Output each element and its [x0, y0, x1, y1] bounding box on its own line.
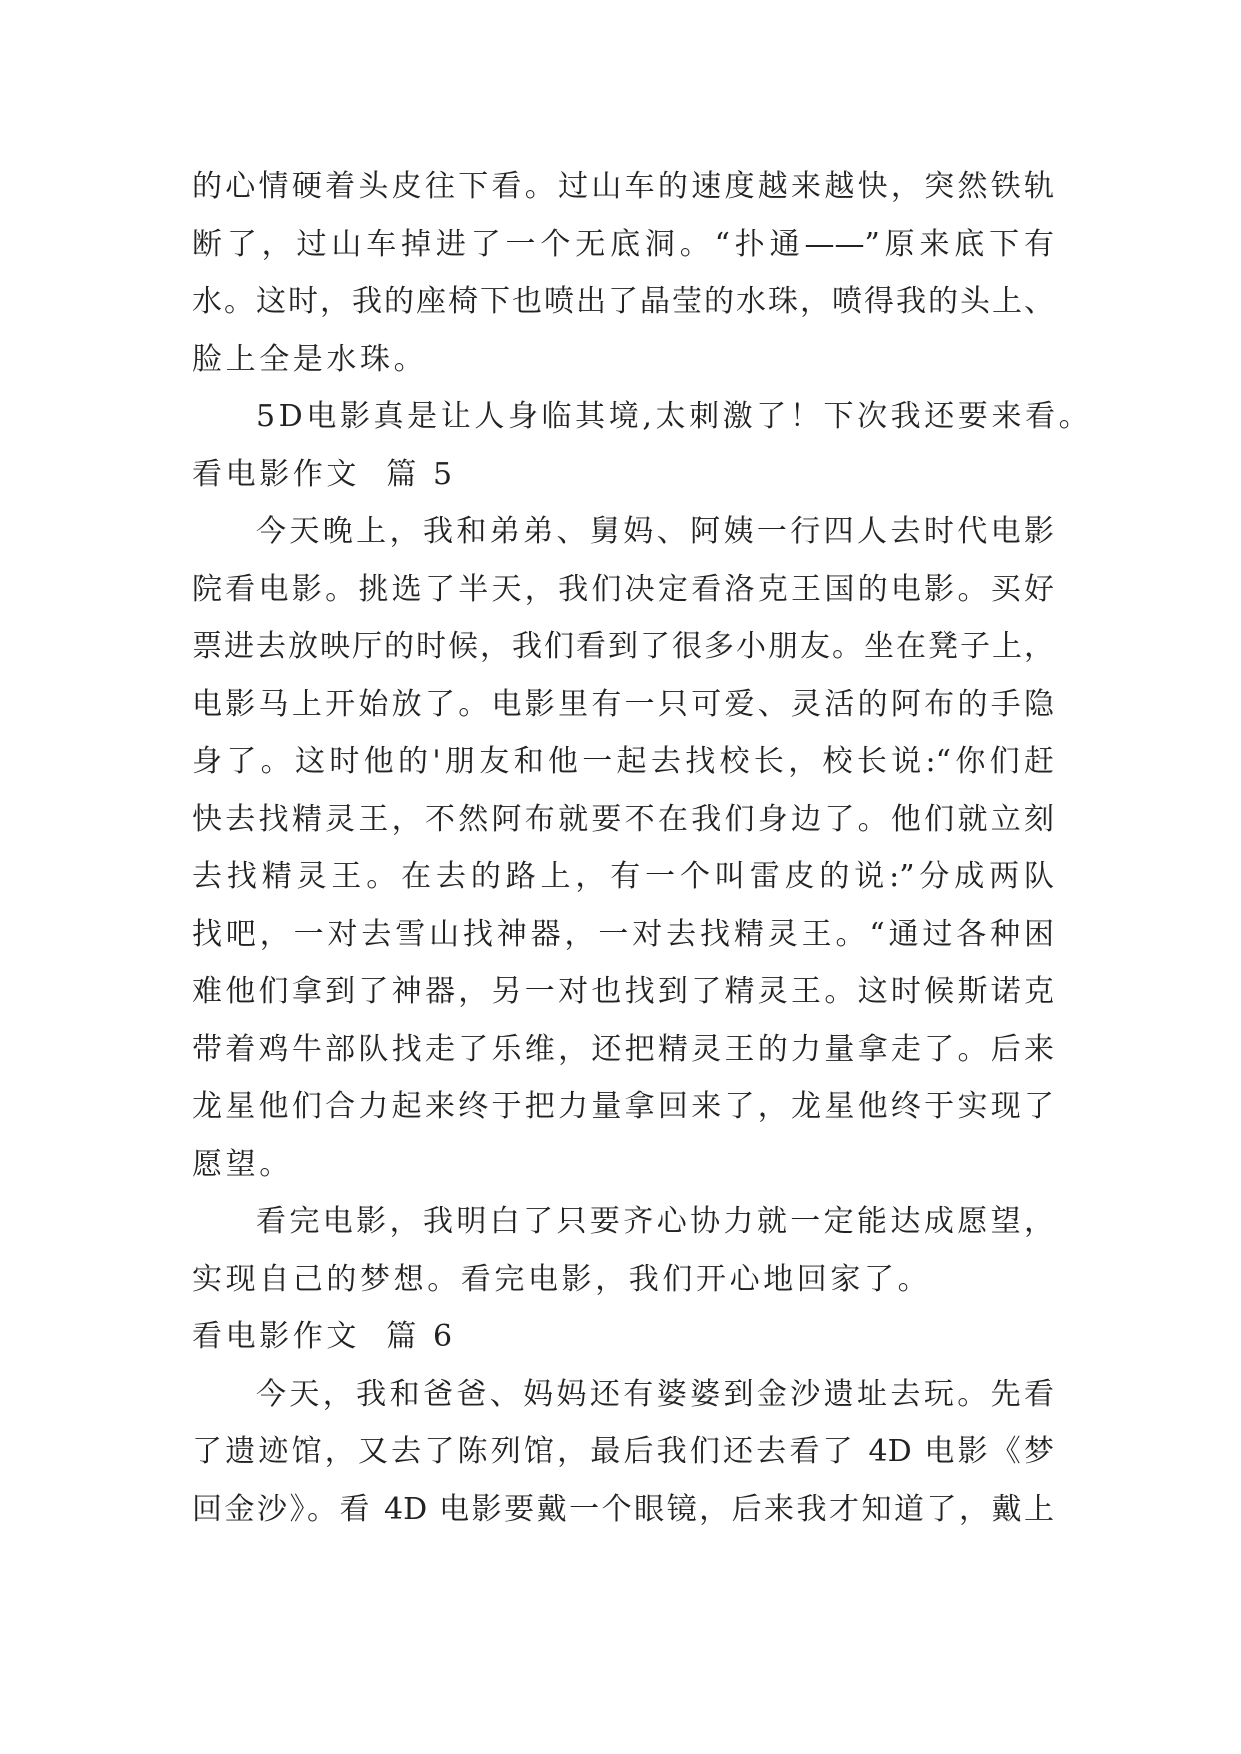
paragraph-line: 今天，我和爸爸、妈妈还有婆婆到金沙遗址去玩。先看	[256, 1376, 1054, 1412]
paragraph-line: 脸上全是水珠。	[192, 341, 428, 377]
paragraph-line: 水。这时，我的座椅下也喷出了晶莹的水珠，喷得我的头上、	[192, 284, 1054, 319]
paragraph-line: 难他们拿到了神器，另一对也找到了精灵王。这时候斯诺克	[192, 974, 1054, 1009]
paragraph-line: 的心情硬着头皮往下看。过山车的速度越来越快，突然铁轨	[192, 169, 1054, 204]
paragraph-line: 回金沙》。看 4D 电影要戴一个眼镜，后来我才知道了，戴上	[192, 1491, 1054, 1527]
paragraph-line: 愿望。	[192, 1146, 293, 1182]
paragraph-line: 断了，过山车掉进了一个无底洞。“扑通——”原来底下有	[192, 226, 1054, 262]
paragraph-line: 看完电影，我明白了只要齐心协力就一定能达成愿望，	[256, 1204, 1054, 1239]
paragraph-line: 院看电影。挑选了半天，我们决定看洛克王国的电影。买好	[192, 571, 1054, 607]
paragraph-line: 电影马上开始放了。电影里有一只可爱、灵活的阿布的手隐	[192, 686, 1054, 722]
paragraph-line: 去找精灵王。在去的路上，有一个叫雷皮的说:”分成两队	[192, 859, 1054, 894]
paragraph-line: 了遗迹馆，又去了陈列馆，最后我们还去看了 4D 电影《梦	[192, 1434, 1054, 1469]
paragraph-line: 身了。这时他的'朋友和他一起去找校长，校长说:“你们赶	[192, 744, 1054, 779]
section-heading: 看电影作文 篇 6	[192, 1319, 456, 1354]
paragraph-line: 带着鸡牛部队找走了乐维，还把精灵王的力量拿走了。后来	[192, 1031, 1054, 1067]
paragraph-line: 快去找精灵王，不然阿布就要不在我们身边了。他们就立刻	[192, 801, 1054, 837]
paragraph-line: 龙星他们合力起来终于把力量拿回来了，龙星他终于实现了	[192, 1089, 1054, 1124]
paragraph-line: 找吧，一对去雪山找神器，一对去找精灵王。“通过各种困	[192, 916, 1054, 952]
paragraph-line: 今天晚上，我和弟弟、舅妈、阿姨一行四人去时代电影	[256, 514, 1054, 549]
section-heading: 看电影作文 篇 5	[192, 456, 456, 492]
paragraph-line: 5D电影真是让人身临其境,太刺激了！下次我还要来看。	[256, 399, 1093, 434]
paragraph-line: 票进去放映厅的时候，我们看到了很多小朋友。坐在凳子上，	[192, 629, 1054, 664]
document-body	[192, 158, 1093, 1538]
paragraph-line: 实现自己的梦想。看完电影，我们开心地回家了。	[192, 1261, 932, 1297]
